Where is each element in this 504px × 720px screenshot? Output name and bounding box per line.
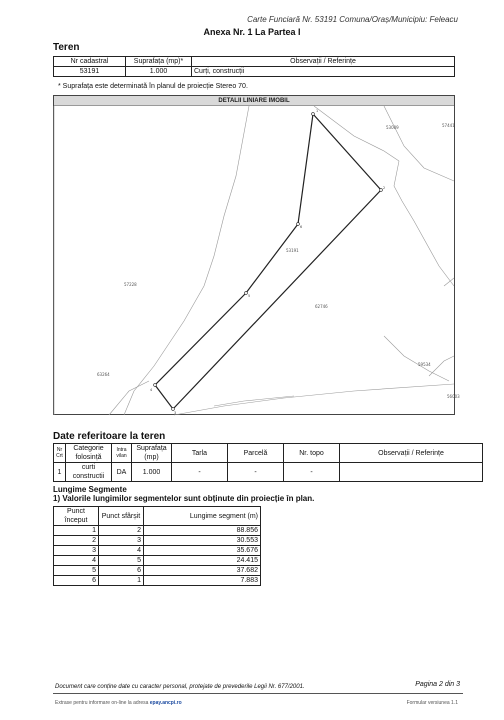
parcel-label-57228: 57228 bbox=[124, 282, 137, 287]
vertex-label-6: 6 bbox=[300, 225, 303, 229]
cell-punct-sfarsit: 1 bbox=[99, 576, 144, 586]
col-categorie: Categorie folosință bbox=[66, 444, 112, 463]
col-nr-topo: Nr. topo bbox=[284, 444, 340, 463]
col-suprafata: Suprafața (mp) bbox=[132, 444, 172, 463]
vertex-label-5: 5 bbox=[248, 294, 251, 298]
parcel-label-63264: 63264 bbox=[97, 372, 110, 377]
col-nr-crt: Nr Crt bbox=[54, 444, 66, 463]
form-version: Formular versiunea 1.1 bbox=[406, 700, 458, 706]
footer-disclaimer: Document care conține date cu caracter personal, protejate de prevederile Legii Nr. 677/2001. bbox=[55, 684, 305, 690]
table-row bbox=[54, 526, 261, 536]
cell-categorie: curti constructii bbox=[66, 463, 112, 482]
subject-parcel-outline bbox=[155, 114, 381, 409]
segmente-table bbox=[53, 506, 261, 586]
table-row bbox=[54, 546, 261, 556]
parcel-label-59534: 59534 bbox=[418, 362, 431, 367]
map-header: DETALII LINIARE IMOBIL bbox=[54, 96, 454, 106]
parcel-vertices bbox=[154, 113, 386, 411]
cell-nr-crt: 1 bbox=[54, 463, 66, 482]
annex-title: Anexa Nr. 1 La Partea I bbox=[203, 27, 301, 37]
table-row bbox=[54, 556, 261, 566]
cell-punct-sfarsit: 6 bbox=[99, 566, 144, 576]
cell-lungime: 30.553 bbox=[144, 536, 261, 546]
cell-punct-inceput: 1 bbox=[54, 526, 99, 536]
col-nr-cadastral: Nr cadastral bbox=[54, 57, 126, 67]
cell-lungime: 35.676 bbox=[144, 546, 261, 556]
cell-punct-sfarsit: 4 bbox=[99, 546, 144, 556]
table-row bbox=[54, 566, 261, 576]
col-observatii: Observații / Referințe bbox=[192, 57, 455, 67]
suprafata-note: * Suprafața este determinată în planul de proiecție Stereo 70. bbox=[58, 83, 248, 90]
cell-suprafata: 1.000 bbox=[132, 463, 172, 482]
footer-divider bbox=[53, 693, 463, 694]
cell-parcela: - bbox=[228, 463, 284, 482]
cell-punct-inceput: 6 bbox=[54, 576, 99, 586]
cell-punct-inceput: 2 bbox=[54, 536, 99, 546]
vertex-label-2: 2 bbox=[383, 186, 386, 190]
segmente-rows bbox=[54, 526, 261, 586]
col-parcela: Parcelă bbox=[228, 444, 284, 463]
cell-nr-cadastral: 53191 bbox=[54, 67, 126, 77]
cell-tarla: - bbox=[172, 463, 228, 482]
parcel-map bbox=[53, 95, 460, 415]
table-row bbox=[54, 463, 483, 482]
parcel-label-53009: 53009 bbox=[386, 125, 399, 130]
cell-lungime: 37.682 bbox=[144, 566, 261, 576]
col-intravilan: Intra vilan bbox=[112, 444, 132, 463]
date-referitoare-title: Date referitoare la teren bbox=[53, 431, 166, 442]
col-suprafata: Suprafața (mp)* bbox=[126, 57, 192, 67]
vertex-label-1: 1 bbox=[316, 109, 319, 113]
table-header-row bbox=[54, 507, 261, 526]
epay-link[interactable]: epay.ancpi.ro bbox=[149, 700, 182, 706]
page-number: Pagina 2 din 3 bbox=[415, 681, 460, 688]
parcel-label-56003: 56003 bbox=[447, 394, 460, 399]
date-teren-table bbox=[53, 443, 483, 482]
cell-punct-sfarsit: 3 bbox=[99, 536, 144, 546]
cell-suprafata: 1.000 bbox=[126, 67, 192, 77]
cell-lungime: 7.883 bbox=[144, 576, 261, 586]
cell-nr-topo: - bbox=[284, 463, 340, 482]
col-tarla: Tarla bbox=[172, 444, 228, 463]
parcel-label-57441: 57441 bbox=[442, 123, 455, 128]
col-punct-sfarsit: Punct sfârșit bbox=[99, 507, 144, 526]
table-row bbox=[54, 67, 455, 77]
cell-punct-inceput: 4 bbox=[54, 556, 99, 566]
vertex-label-3: 3 bbox=[174, 411, 177, 415]
cell-observatii: Curți, construcții bbox=[192, 67, 455, 77]
cell-punct-inceput: 3 bbox=[54, 546, 99, 556]
vertex-label-4: 4 bbox=[150, 388, 153, 392]
neighbour-boundaries bbox=[54, 106, 454, 415]
cell-observatii bbox=[340, 463, 483, 482]
document-header: Carte Funciară Nr. 53191 Comuna/Oraș/Municipiu: Feleacu bbox=[247, 15, 458, 24]
col-observatii: Observații / Referințe bbox=[340, 444, 483, 463]
table-header-row bbox=[54, 57, 455, 67]
cell-intravilan: DA bbox=[112, 463, 132, 482]
parcel-map-drawing bbox=[54, 106, 460, 415]
parcel-label-62746: 62746 bbox=[315, 304, 328, 309]
table-row bbox=[54, 536, 261, 546]
cell-punct-sfarsit: 2 bbox=[99, 526, 144, 536]
lungime-segmente-subtitle: 1) Valorile lungimilor segmentelor sunt obținute din proiecție în plan. bbox=[53, 494, 315, 503]
extras-note: Extrase pentru informare on-line la adresa epay.ancpi.ro bbox=[55, 700, 182, 706]
table-row bbox=[54, 576, 261, 586]
cell-punct-inceput: 5 bbox=[54, 566, 99, 576]
col-punct-inceput: Punct început bbox=[54, 507, 99, 526]
cell-lungime: 88.856 bbox=[144, 526, 261, 536]
lungime-segmente-title: Lungime Segmente bbox=[53, 485, 127, 494]
cell-punct-sfarsit: 5 bbox=[99, 556, 144, 566]
cell-lungime: 24.415 bbox=[144, 556, 261, 566]
teren-section-title: Teren bbox=[53, 42, 80, 53]
parcel-label-53191: 53191 bbox=[286, 248, 299, 253]
teren-table bbox=[53, 56, 455, 77]
table-header-row bbox=[54, 444, 483, 463]
col-lungime: Lungime segment (m) bbox=[144, 507, 261, 526]
